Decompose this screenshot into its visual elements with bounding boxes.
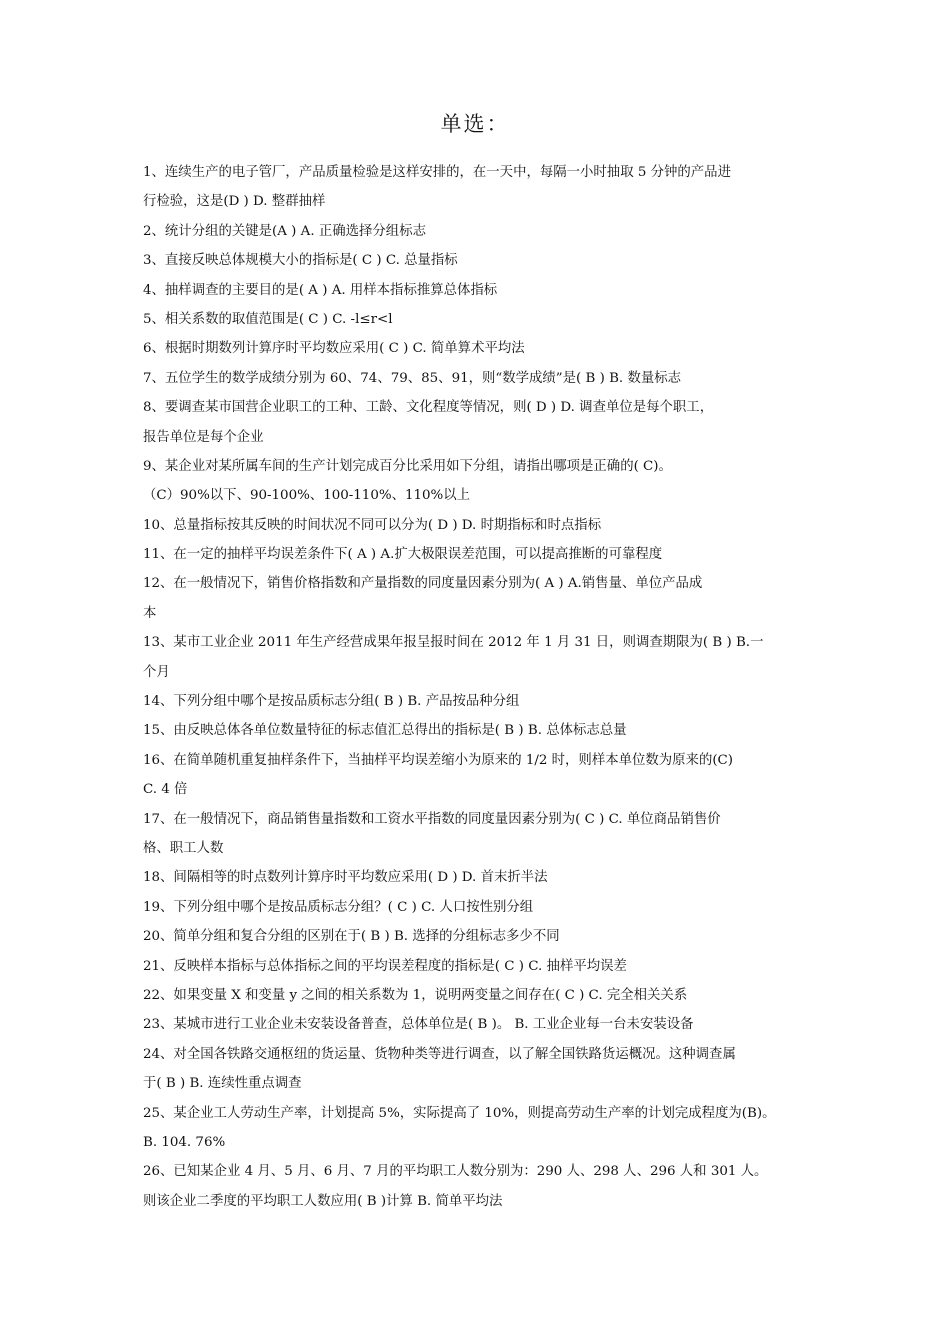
text-line: 26、已知某企业 4 月、5 月、6 月、7 月的平均职工人数分别为：290 人、298 人、296 人和 301 人。: [143, 1164, 768, 1180]
text-line: 10、总量指标按其反映的时间状况不同可以分为( D ) D. 时期指标和时点指标: [143, 517, 602, 533]
text-line: 21、反映样本指标与总体指标之间的平均误差程度的指标是( C ) C. 抽样平均误差: [143, 958, 627, 974]
text-line: 2、统计分组的关键是(A ) A. 正确选择分组标志: [143, 223, 426, 239]
text-line: 报告单位是每个企业: [143, 429, 264, 445]
text-line: 4、抽样调查的主要目的是( A ) A. 用样本指标推算总体指标: [143, 282, 498, 298]
text-line: 11、在一定的抽样平均误差条件下( A ) A.扩大极限误差范围，可以提高推断的可靠程度: [143, 547, 663, 563]
text-line: 1、连续生产的电子管厂，产品质量检验是这样安排的，在一天中，每隔一小时抽取 5 分钟的产品进: [143, 165, 731, 180]
text-line: 18、间隔相等的时点数列计算序时平均数应采用( D ) D. 首末折半法: [143, 870, 548, 886]
text-line: 3、直接反映总体规模大小的指标是( C ) C. 总量指标: [143, 253, 458, 269]
text-line: 12、在一般情况下，销售价格指数和产量指数的同度量因素分别为( A ) A.销售量、单位产品成: [143, 576, 703, 592]
text-line: 5、相关系数的取值范围是( C ) C. -l≤r<l: [143, 311, 393, 327]
text-line: 22、如果变量 X 和变量 y 之间的相关系数为 1，说明两变量之间存在( C ) C. 完全相关关系: [143, 987, 688, 1003]
text-line: 8、要调查某市国营企业职工的工种、工龄、文化程度等情况，则( D ) D. 调查单位是每个职工，: [143, 400, 714, 416]
text-line: 行检验，这是(D ) D. 整群抽样: [143, 194, 326, 210]
question-list: [143, 158, 815, 1216]
page-title: 单选：: [440, 112, 510, 136]
text-line: 6、根据时期数列计算序时平均数应采用( C ) C. 简单算术平均法: [143, 341, 525, 357]
text-line: 于( B ) B. 连续性重点调查: [143, 1076, 302, 1092]
text-line: 7、五位学生的数学成绩分别为 60、74、79、85、91，则“数学成绩”是( B ) B. 数量标志: [143, 370, 682, 386]
text-line: 格、职工人数: [143, 840, 224, 856]
text-line: 17、在一般情况下，商品销售量指数和工资水平指数的同度量因素分别为( C ) C. 单位商品销售价: [143, 811, 721, 827]
text-line: 19、下列分组中哪个是按品质标志分组？( C ) C. 人口按性别分组: [143, 899, 534, 915]
text-line: 24、对全国各铁路交通枢纽的货运量、货物种类等进行调查，以了解全国铁路货运概况。这种调查属: [143, 1046, 736, 1062]
text-line: 16、在简单随机重复抽样条件下，当抽样平均误差缩小为原来的 1/2 时，则样本单位数为原来的(C): [143, 752, 734, 768]
text-line: 本: [143, 605, 157, 621]
text-line: B. 104. 76%: [143, 1134, 226, 1150]
text-line: 20、简单分组和复合分组的区别在于( B ) B. 选择的分组标志多少不同: [143, 929, 560, 945]
text-line: 14、下列分组中哪个是按品质标志分组( B ) B. 产品按品种分组: [143, 694, 520, 710]
text-line: 9、某企业对某所属车间的生产计划完成百分比采用如下分组，请指出哪项是正确的( C)。: [143, 458, 672, 474]
text-line: 个月: [143, 664, 170, 680]
text-line: 25、某企业工人劳动生产率，计划提高 5%，实际提高了 10%，则提高劳动生产率的计划完成程度为(B)。: [143, 1105, 776, 1121]
text-line: 23、某城市进行工业企业未安装设备普查，总体单位是( B )。 B. 工业企业每一台未安装设备: [143, 1017, 694, 1033]
text-line: （C）90%以下、90-100%、100-110%、110%以上: [143, 488, 471, 504]
text-line: 15、由反映总体各单位数量特征的标志值汇总得出的指标是( B ) B. 总体标志总量: [143, 723, 627, 739]
text-line: 则该企业二季度的平均职工人数应用( B )计算 B. 简单平均法: [143, 1193, 503, 1209]
text-line: C. 4 倍: [143, 782, 188, 798]
text-line: 13、某市工业企业 2011 年生产经营成果年报呈报时间在 2012 年 1 月 31 日，则调查期限为( B ) B.一: [143, 635, 764, 651]
